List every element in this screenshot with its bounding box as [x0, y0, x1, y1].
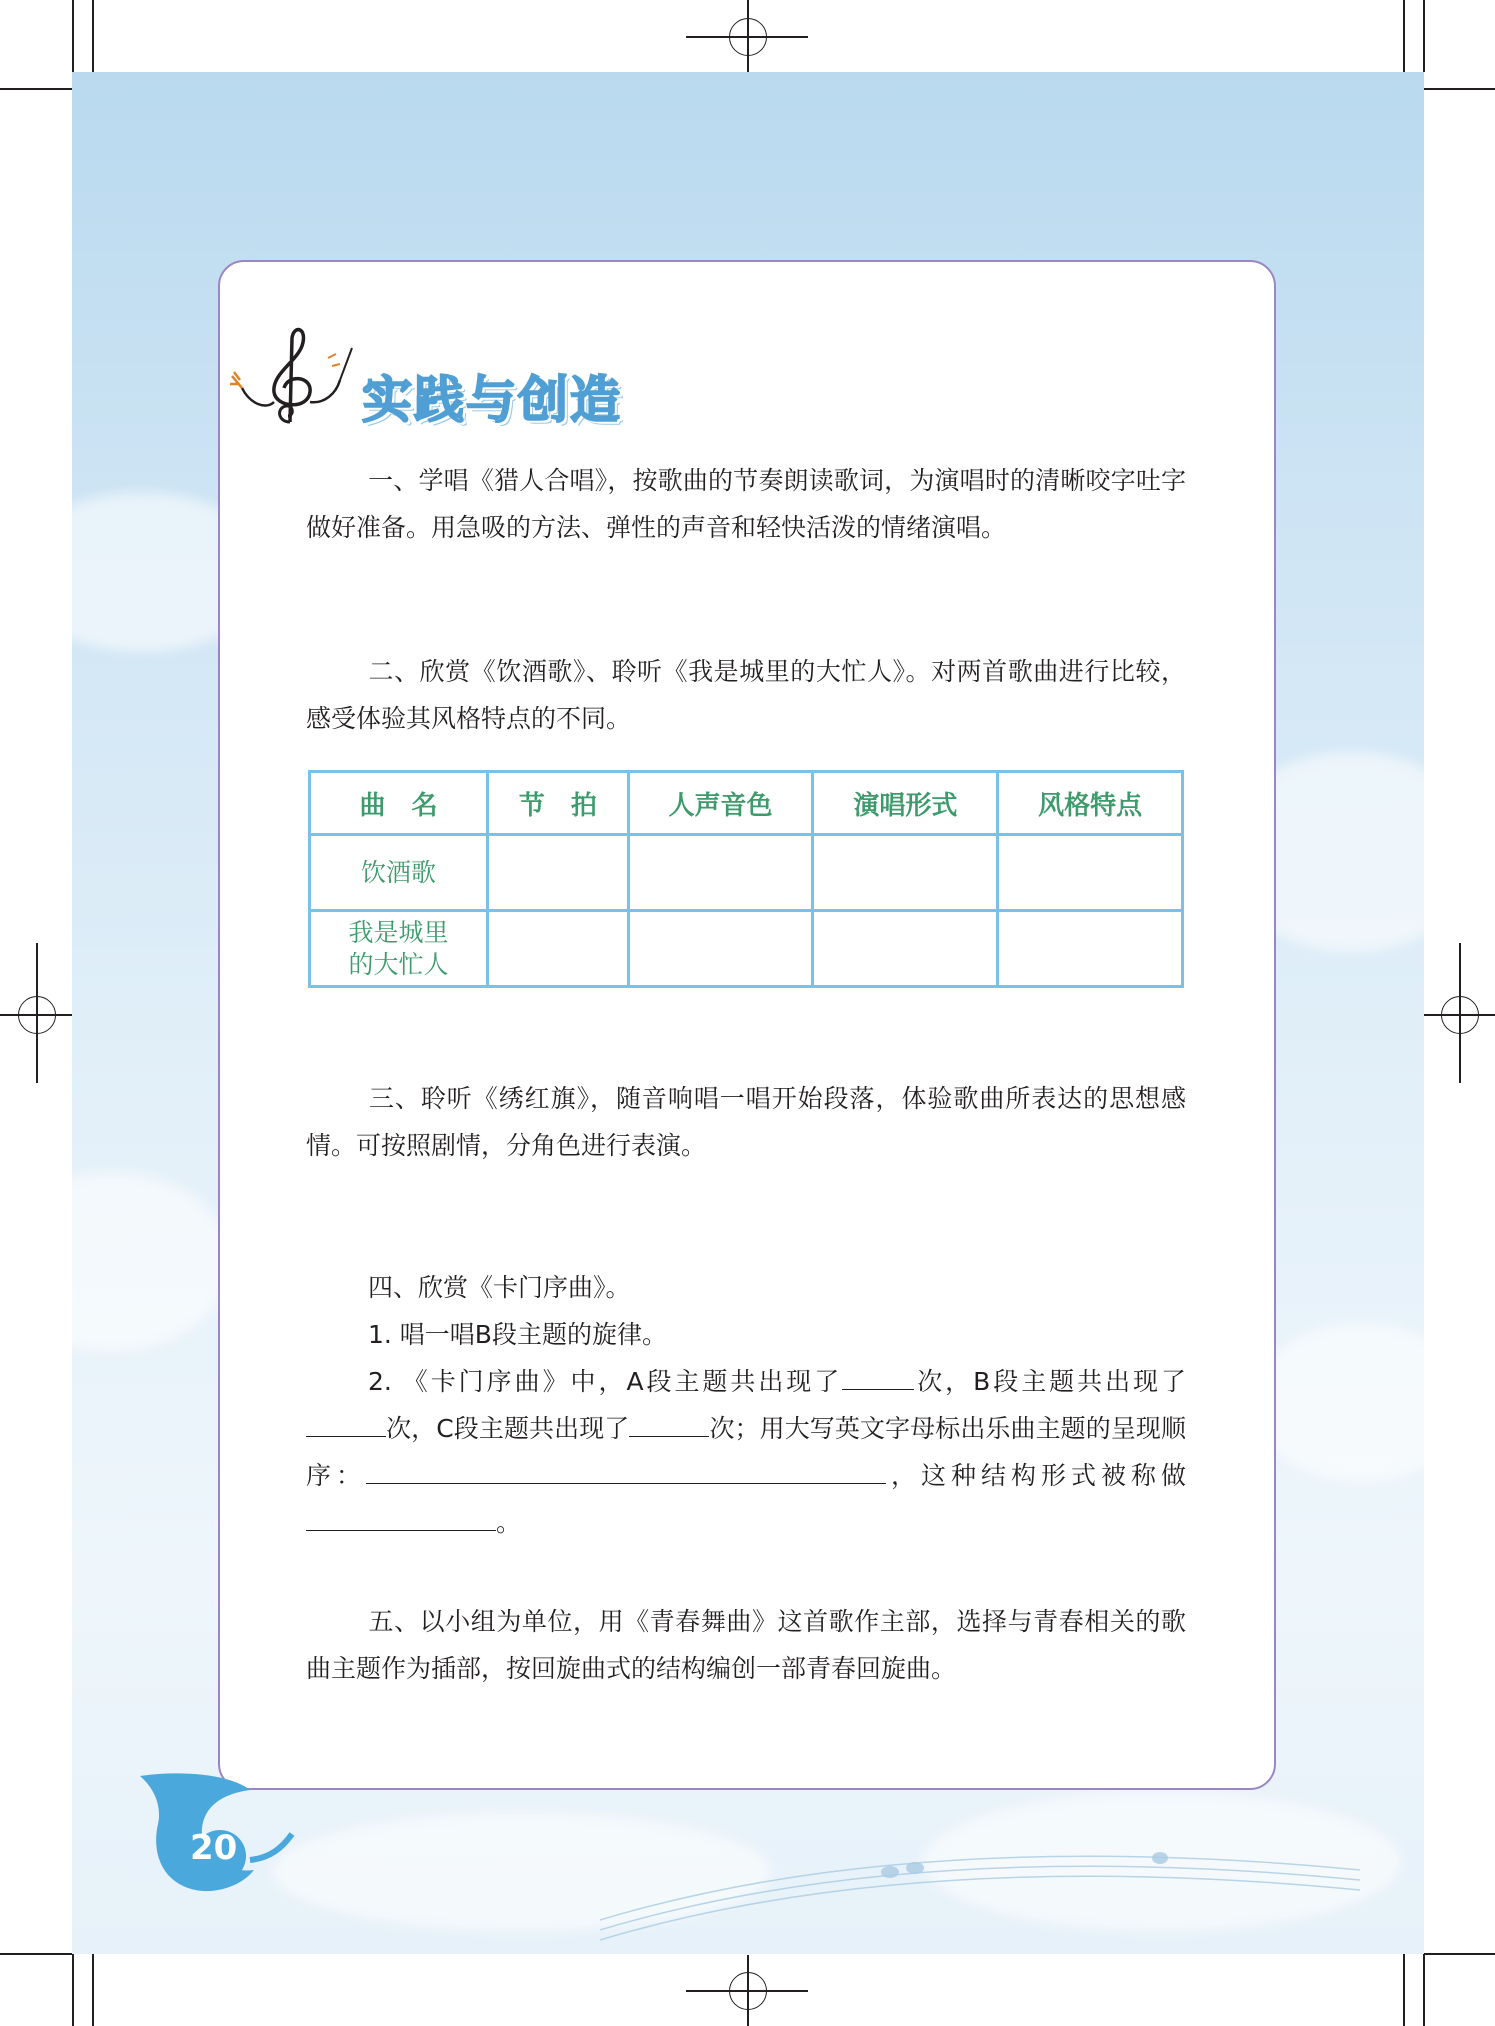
item-4-paragraph	[306, 1264, 1186, 1546]
item-4-sub-2-text: ，这种结构形式被称做	[886, 1461, 1186, 1490]
item-2-text: 二、欣赏《饮酒歌》、聆听《我是城里的大忙人》。对两首歌曲进行比较，感受体验其风格特点的不同。	[306, 657, 1186, 733]
answer-cell[interactable]	[813, 835, 998, 911]
crop-mark	[72, 1953, 74, 2026]
song-name-cell	[310, 911, 488, 987]
item-4-sub-2-text: 2. 《卡门序曲》中，A段主题共出现了	[368, 1367, 843, 1396]
table-header-cell: 风格特点	[998, 772, 1183, 835]
crop-mark	[72, 0, 74, 72]
crop-mark	[0, 1953, 72, 1955]
table-header-cell: 演唱形式	[813, 772, 998, 835]
table-row	[310, 911, 1183, 987]
item-4-sub-2-text: 次，B段主题共出现了	[914, 1367, 1186, 1396]
crop-mark	[92, 1953, 94, 2026]
item-4-sub-1: 1. 唱一唱B段主题的旋律。	[368, 1320, 667, 1349]
music-staff-decoration	[600, 1800, 1360, 1950]
crop-mark	[1423, 88, 1495, 90]
answer-cell[interactable]	[628, 835, 813, 911]
table-header-cell: 节 拍	[487, 772, 628, 835]
item-5-text: 五、以小组为单位，用《青春舞曲》这首歌作主部，选择与青春相关的歌曲主题作为插部，按回旋曲式的结构编创一部青春回旋曲。	[306, 1607, 1186, 1683]
item-3-paragraph	[306, 1075, 1186, 1169]
table-header-cell: 曲 名	[310, 772, 488, 835]
item-3-text: 三、聆听《绣红旗》，随音响唱一唱开始段落，体验歌曲所表达的思想感情。可按照剧情，分角色进行表演。	[306, 1084, 1186, 1160]
registration-mark	[729, 1972, 767, 2010]
registration-mark	[1441, 996, 1479, 1034]
song-name-line: 我是城里	[348, 917, 449, 947]
registration-mark	[729, 18, 767, 56]
comparison-table	[308, 770, 1184, 988]
crop-mark	[1403, 1953, 1405, 2026]
crop-mark	[1403, 0, 1405, 72]
section-title: 实践与创造	[362, 371, 622, 429]
song-name-line: 的大忙人	[348, 949, 449, 979]
answer-cell[interactable]	[998, 835, 1183, 911]
answer-cell[interactable]	[487, 835, 628, 911]
item-4-sub-2-text: 次；用大写英文字母标出乐曲主题的呈现顺序：	[306, 1414, 1186, 1490]
answer-cell[interactable]	[487, 911, 628, 987]
crop-mark	[1423, 0, 1425, 72]
item-1-paragraph	[306, 457, 1186, 551]
table-row	[310, 835, 1183, 911]
treble-clef-icon	[228, 318, 358, 438]
answer-blank[interactable]	[306, 1500, 496, 1531]
item-4-sub-2-text: 次，C段主题共出现了	[386, 1414, 630, 1443]
answer-cell[interactable]	[628, 911, 813, 987]
answer-blank[interactable]	[366, 1453, 886, 1484]
item-2-paragraph	[306, 648, 1186, 742]
table-header-row	[310, 772, 1183, 835]
answer-blank[interactable]	[842, 1359, 914, 1390]
crop-mark	[1423, 1953, 1425, 2026]
crop-mark	[1423, 1953, 1495, 1955]
item-4-sub-2-text: 。	[496, 1508, 522, 1537]
crop-mark	[0, 88, 72, 90]
item-4-heading: 四、欣赏《卡门序曲》。	[368, 1273, 631, 1302]
crop-mark	[92, 0, 94, 72]
song-name-cell: 饮酒歌	[310, 835, 488, 911]
answer-cell[interactable]	[813, 911, 998, 987]
answer-cell[interactable]	[998, 911, 1183, 987]
table-header-cell: 人声音色	[628, 772, 813, 835]
answer-blank[interactable]	[306, 1406, 386, 1437]
item-1-text: 一、学唱《猎人合唱》，按歌曲的节奏朗读歌词，为演唱时的清晰咬字吐字做好准备。用急吸的方法、弹性的声音和轻快活泼的情绪演唱。	[306, 466, 1186, 542]
registration-mark	[18, 996, 56, 1034]
answer-blank[interactable]	[629, 1406, 709, 1437]
item-5-paragraph	[306, 1598, 1186, 1692]
page-number: 20	[190, 1828, 238, 1868]
